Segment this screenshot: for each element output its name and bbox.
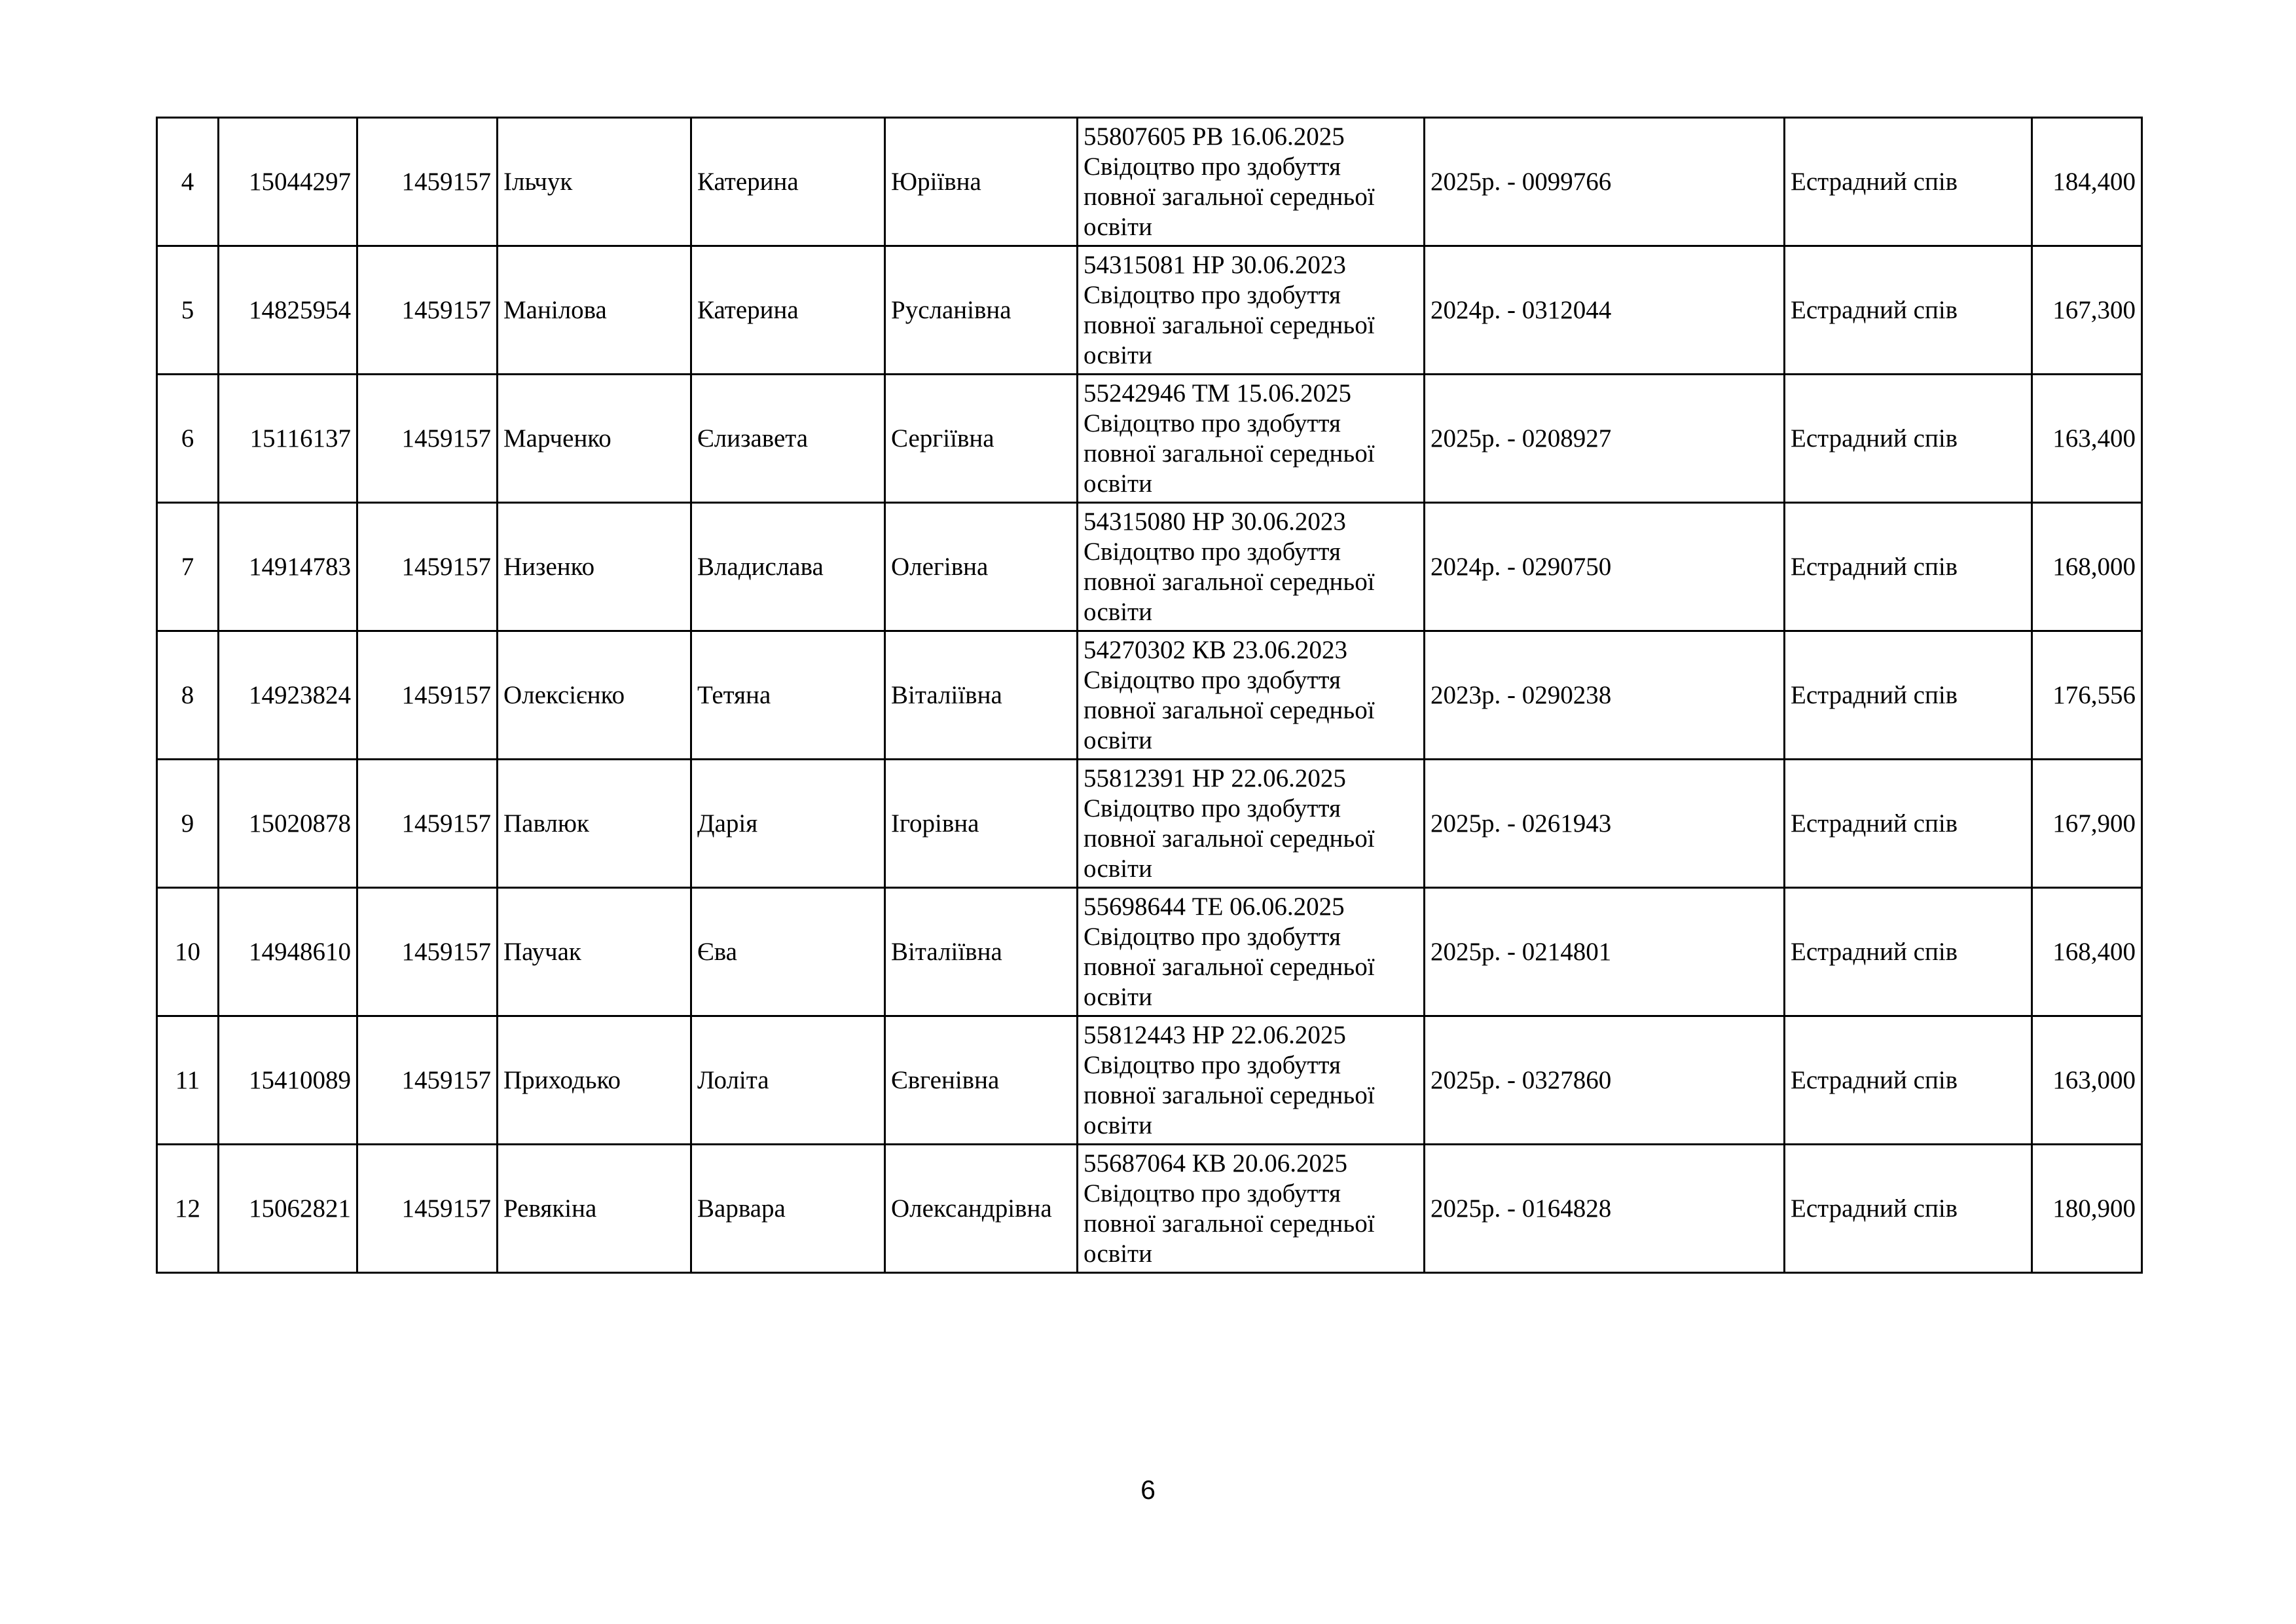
score-cell: 163,400 [2032, 375, 2142, 503]
education-document-line: 55242946 ТМ 15.06.2025 [1084, 378, 1351, 407]
education-document-line: повної загальної середньої [1084, 182, 1375, 211]
education-document-line: Свідоцтво про здобуття [1084, 409, 1341, 437]
applicant-id-cell: 14914783 [219, 503, 357, 631]
education-document-cell [1078, 246, 1425, 375]
surname-cell: Низенко [498, 503, 691, 631]
applicant-id-cell: 15116137 [219, 375, 357, 503]
education-document-line: повної загальної середньої [1084, 1209, 1375, 1238]
education-document-line: Свідоцтво про здобуття [1084, 537, 1341, 566]
specialty-cell: Естрадний спів [1785, 760, 2032, 888]
education-document-cell [1078, 888, 1425, 1016]
surname-cell: Приходько [498, 1016, 691, 1145]
education-document-line: повної загальної середньої [1084, 310, 1375, 339]
row-number-cell: 10 [157, 888, 219, 1016]
applicant-id-cell: 14923824 [219, 631, 357, 760]
offer-code-cell: 1459157 [357, 1016, 498, 1145]
surname-cell: Павлюк [498, 760, 691, 888]
education-document-line: освіти [1084, 726, 1152, 754]
education-document-line: повної загальної середньої [1084, 439, 1375, 468]
education-document-cell [1078, 375, 1425, 503]
certificate-cell: 2024р. - 0312044 [1425, 246, 1785, 375]
specialty-cell: Естрадний спів [1785, 246, 2032, 375]
education-document-line: Свідоцтво про здобуття [1084, 922, 1341, 951]
education-document-line: 55812443 НР 22.06.2025 [1084, 1020, 1346, 1049]
education-document-line: освіти [1084, 982, 1152, 1011]
education-document-line: повної загальної середньої [1084, 1080, 1375, 1109]
row-number-cell: 7 [157, 503, 219, 631]
score-cell: 176,556 [2032, 631, 2142, 760]
education-document-line: 55687064 КВ 20.06.2025 [1084, 1149, 1348, 1177]
specialty-cell: Естрадний спів [1785, 375, 2032, 503]
applicant-id-cell: 14948610 [219, 888, 357, 1016]
score-cell: 168,400 [2032, 888, 2142, 1016]
score-cell: 180,900 [2032, 1145, 2142, 1273]
education-document-line: Свідоцтво про здобуття [1084, 665, 1341, 694]
first-name-cell: Дарія [691, 760, 885, 888]
score-cell: 168,000 [2032, 503, 2142, 631]
applicant-id-cell: 15410089 [219, 1016, 357, 1145]
applicant-id-cell: 14825954 [219, 246, 357, 375]
education-document-line: Свідоцтво про здобуття [1084, 794, 1341, 822]
education-document-line: освіти [1084, 1239, 1152, 1268]
education-document-cell [1078, 1145, 1425, 1273]
offer-code-cell: 1459157 [357, 375, 498, 503]
education-document-line: 54315080 НР 30.06.2023 [1084, 507, 1346, 536]
patronymic-cell: Ігорівна [885, 760, 1078, 888]
first-name-cell: Катерина [691, 118, 885, 246]
table-row [157, 118, 2142, 246]
certificate-cell: 2025р. - 0099766 [1425, 118, 1785, 246]
row-number-cell: 8 [157, 631, 219, 760]
table-row [157, 760, 2142, 888]
education-document-line: 55807605 РВ 16.06.2025 [1084, 122, 1345, 151]
patronymic-cell: Русланівна [885, 246, 1078, 375]
offer-code-cell: 1459157 [357, 888, 498, 1016]
table-row [157, 631, 2142, 760]
education-document-line: Свідоцтво про здобуття [1084, 280, 1341, 309]
education-document-line: освіти [1084, 469, 1152, 498]
education-document-line: Свідоцтво про здобуття [1084, 1179, 1341, 1208]
education-document-line: повної загальної середньої [1084, 567, 1375, 596]
education-document-line: Свідоцтво про здобуття [1084, 152, 1341, 181]
surname-cell: Марченко [498, 375, 691, 503]
certificate-cell: 2025р. - 0164828 [1425, 1145, 1785, 1273]
table-row [157, 1016, 2142, 1145]
score-cell: 163,000 [2032, 1016, 2142, 1145]
score-cell: 167,900 [2032, 760, 2142, 888]
row-number-cell: 4 [157, 118, 219, 246]
specialty-cell: Естрадний спів [1785, 888, 2032, 1016]
certificate-cell: 2025р. - 0214801 [1425, 888, 1785, 1016]
patronymic-cell: Юріївна [885, 118, 1078, 246]
education-document-line: повної загальної середньої [1084, 695, 1375, 724]
education-document-cell [1078, 760, 1425, 888]
education-document-cell [1078, 118, 1425, 246]
certificate-cell: 2025р. - 0327860 [1425, 1016, 1785, 1145]
education-document-line: освіти [1084, 597, 1152, 626]
education-document-line: освіти [1084, 341, 1152, 369]
table-body [157, 118, 2142, 1273]
offer-code-cell: 1459157 [357, 503, 498, 631]
row-number-cell: 12 [157, 1145, 219, 1273]
table-row [157, 375, 2142, 503]
page-number: 6 [1140, 1475, 1156, 1505]
offer-code-cell: 1459157 [357, 1145, 498, 1273]
education-document-line: освіти [1084, 212, 1152, 241]
specialty-cell: Естрадний спів [1785, 1145, 2032, 1273]
education-document-line: освіти [1084, 854, 1152, 883]
first-name-cell: Варвара [691, 1145, 885, 1273]
applicant-id-cell: 15020878 [219, 760, 357, 888]
applicants-table [156, 117, 2143, 1274]
education-document-line: 55698644 ТЕ 06.06.2025 [1084, 892, 1345, 921]
table-row [157, 888, 2142, 1016]
education-document-line: освіти [1084, 1111, 1152, 1139]
surname-cell: Паучак [498, 888, 691, 1016]
certificate-cell: 2025р. - 0261943 [1425, 760, 1785, 888]
score-cell: 184,400 [2032, 118, 2142, 246]
row-number-cell: 6 [157, 375, 219, 503]
applicant-id-cell: 15044297 [219, 118, 357, 246]
education-document-cell [1078, 503, 1425, 631]
education-document-line: 55812391 НР 22.06.2025 [1084, 764, 1346, 792]
education-document-cell [1078, 631, 1425, 760]
surname-cell: Олексієнко [498, 631, 691, 760]
first-name-cell: Катерина [691, 246, 885, 375]
score-cell: 167,300 [2032, 246, 2142, 375]
table-row [157, 246, 2142, 375]
table-row [157, 1145, 2142, 1273]
row-number-cell: 11 [157, 1016, 219, 1145]
patronymic-cell: Олегівна [885, 503, 1078, 631]
specialty-cell: Естрадний спів [1785, 1016, 2032, 1145]
patronymic-cell: Віталіївна [885, 631, 1078, 760]
offer-code-cell: 1459157 [357, 631, 498, 760]
offer-code-cell: 1459157 [357, 246, 498, 375]
education-document-line: Свідоцтво про здобуття [1084, 1050, 1341, 1079]
applicant-id-cell: 15062821 [219, 1145, 357, 1273]
certificate-cell: 2023р. - 0290238 [1425, 631, 1785, 760]
surname-cell: Ільчук [498, 118, 691, 246]
row-number-cell: 9 [157, 760, 219, 888]
specialty-cell: Естрадний спів [1785, 118, 2032, 246]
first-name-cell: Владислава [691, 503, 885, 631]
certificate-cell: 2025р. - 0208927 [1425, 375, 1785, 503]
surname-cell: Манілова [498, 246, 691, 375]
patronymic-cell: Євгенівна [885, 1016, 1078, 1145]
education-document-line: повної загальної середньої [1084, 824, 1375, 853]
offer-code-cell: 1459157 [357, 118, 498, 246]
first-name-cell: Тетяна [691, 631, 885, 760]
table-row [157, 503, 2142, 631]
surname-cell: Ревякіна [498, 1145, 691, 1273]
patronymic-cell: Віталіївна [885, 888, 1078, 1016]
specialty-cell: Естрадний спів [1785, 503, 2032, 631]
certificate-cell: 2024р. - 0290750 [1425, 503, 1785, 631]
education-document-line: повної загальної середньої [1084, 952, 1375, 981]
education-document-line: 54315081 НР 30.06.2023 [1084, 250, 1346, 279]
row-number-cell: 5 [157, 246, 219, 375]
first-name-cell: Єва [691, 888, 885, 1016]
specialty-cell: Естрадний спів [1785, 631, 2032, 760]
first-name-cell: Лоліта [691, 1016, 885, 1145]
first-name-cell: Єлизавета [691, 375, 885, 503]
education-document-line: 54270302 КВ 23.06.2023 [1084, 635, 1348, 664]
patronymic-cell: Сергіївна [885, 375, 1078, 503]
education-document-cell [1078, 1016, 1425, 1145]
offer-code-cell: 1459157 [357, 760, 498, 888]
patronymic-cell: Олександрівна [885, 1145, 1078, 1273]
